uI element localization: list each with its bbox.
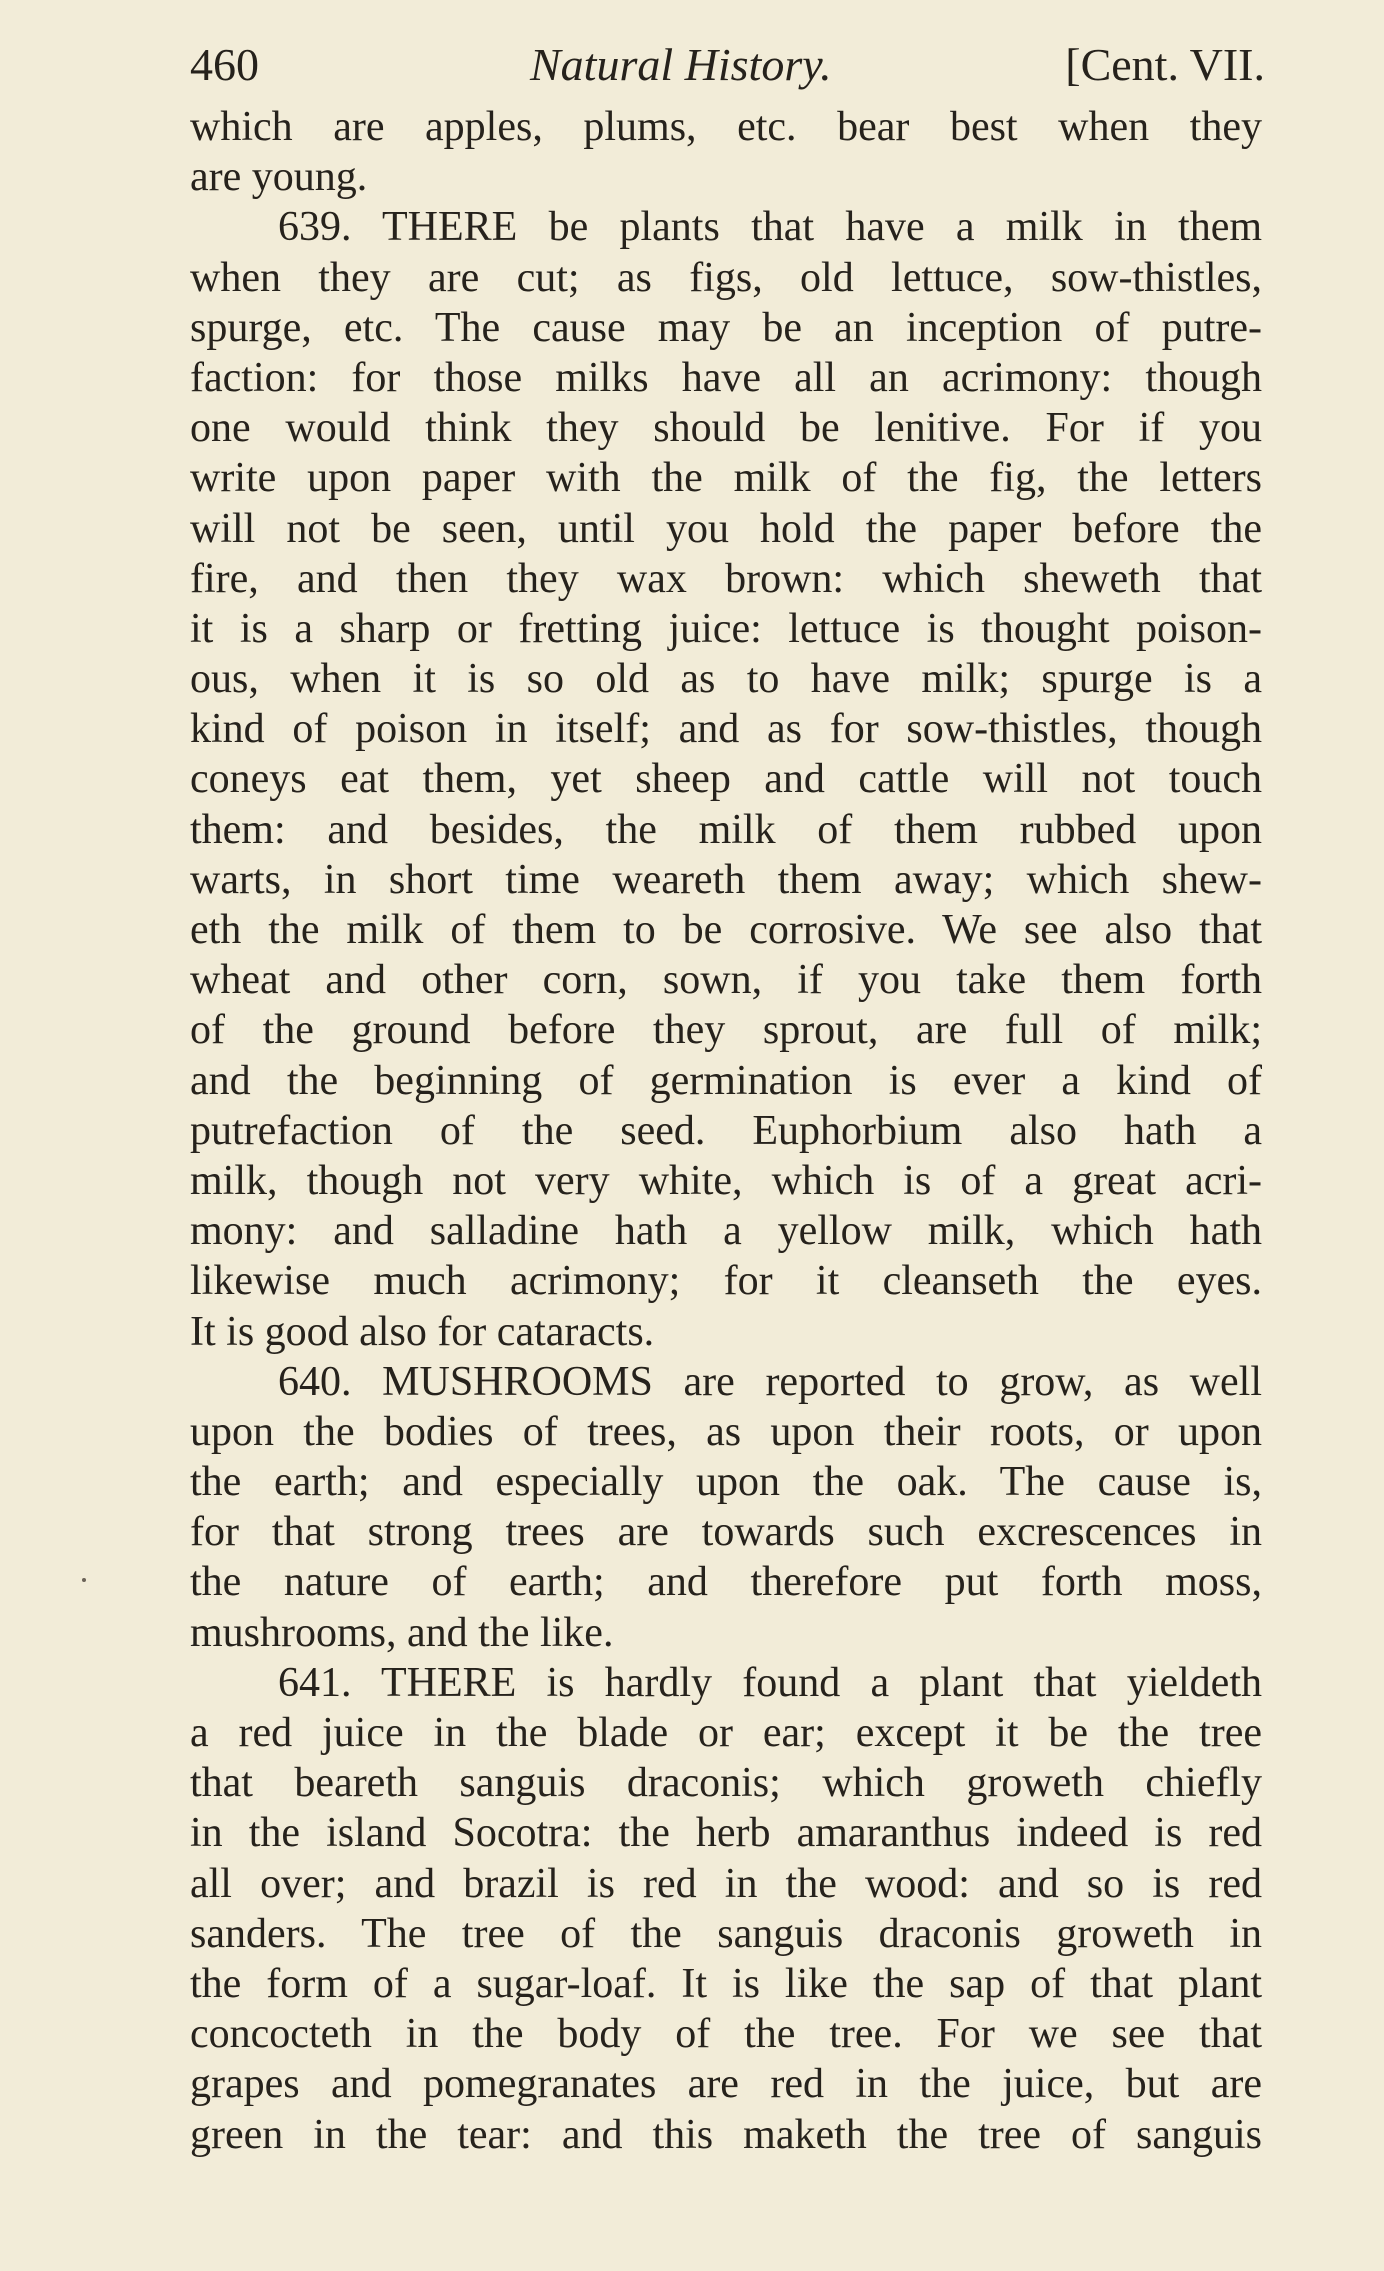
- text-line: 640. MUSHROOMS are reported to grow, as well: [278, 1358, 1262, 1405]
- text-line: for that strong trees are towards such excrescences in: [190, 1509, 1262, 1556]
- text-line: write upon paper with the milk of the fig, the letters: [190, 455, 1262, 502]
- text-line: it is a sharp or fretting juice: lettuce is thought poison-: [190, 605, 1262, 652]
- text-line: them: and besides, the milk of them rubbed upon: [190, 806, 1262, 853]
- running-title: Natural History.: [530, 39, 832, 90]
- text-line: and the beginning of germination is ever a kind of: [190, 1057, 1262, 1104]
- page-number: 460: [190, 39, 259, 90]
- text-line: a red juice in the blade or ear; except it be the tree: [190, 1710, 1262, 1756]
- section-label: [Cent. VII.: [1065, 39, 1265, 90]
- text-line: eth the milk of them to be corrosive. We see also that: [190, 907, 1262, 953]
- text-line: ous, when it is so old as to have milk; spurge is a: [190, 656, 1262, 703]
- paper-speck: [82, 1578, 86, 1582]
- text-line: one would think they should be lenitive. For if you: [190, 405, 1262, 452]
- text-line: green in the tear: and this maketh the tree of sanguis: [190, 2111, 1262, 2158]
- text-line: faction: for those milks have all an acrimony: though: [190, 354, 1262, 401]
- text-line: upon the bodies of trees, as upon their roots, or upon: [190, 1408, 1262, 1455]
- text-line: the earth; and especially upon the oak. The cause is,: [190, 1459, 1262, 1506]
- text-line: mony: and salladine hath a yellow milk, which hath: [190, 1208, 1262, 1255]
- text-line: of the ground before they sprout, are full of milk;: [190, 1007, 1262, 1054]
- text-line: warts, in short time weareth them away; which shew-: [190, 856, 1262, 903]
- text-line: spurge, etc. The cause may be an inception of putre-: [190, 304, 1262, 351]
- text-line: 639. THERE be plants that have a milk in them: [278, 204, 1262, 251]
- text-line: the form of a sugar-loaf. It is like the sap of that plant: [190, 1960, 1262, 2007]
- text-line: in the island Socotra: the herb amaranthus indeed is red: [190, 1810, 1262, 1857]
- text-line: will not be seen, until you hold the paper before the: [190, 505, 1262, 552]
- text-line: milk, though not very white, which is of a great acri-: [190, 1157, 1262, 1204]
- text-line: concocteth in the body of the tree. For we see that: [190, 2011, 1262, 2058]
- text-line: when they are cut; as figs, old lettuce, sow-thistles,: [190, 254, 1262, 301]
- text-line: fire, and then they wax brown: which sheweth that: [190, 555, 1262, 602]
- text-line: which are apples, plums, etc. bear best when they: [190, 104, 1262, 150]
- text-line: coneys eat them, yet sheep and cattle will not touch: [190, 756, 1262, 803]
- text-line: kind of poison in itself; and as for sow-thistles, though: [190, 706, 1262, 753]
- body-text: [190, 102, 1262, 2160]
- text-line: 641. THERE is hardly found a plant that yieldeth: [278, 1659, 1262, 1706]
- text-line: wheat and other corn, sown, if you take them forth: [190, 957, 1262, 1004]
- text-line: putrefaction of the seed. Euphorbium also hath a: [190, 1107, 1262, 1154]
- text-line: the nature of earth; and therefore put forth moss,: [190, 1559, 1262, 1606]
- text-line: are young.: [190, 154, 368, 201]
- running-header: [190, 28, 1265, 100]
- text-line: sanders. The tree of the sanguis draconis groweth in: [190, 1910, 1262, 1957]
- text-line: likewise much acrimony; for it cleanseth the eyes.: [190, 1258, 1262, 1305]
- text-line: that beareth sanguis draconis; which groweth chiefly: [190, 1760, 1262, 1807]
- text-line: grapes and pomegranates are red in the juice, but are: [190, 2061, 1262, 2108]
- text-line: It is good also for cataracts.: [190, 1308, 655, 1355]
- text-line: all over; and brazil is red in the wood: and so is red: [190, 1860, 1262, 1907]
- text-line: mushrooms, and the like.: [190, 1609, 614, 1656]
